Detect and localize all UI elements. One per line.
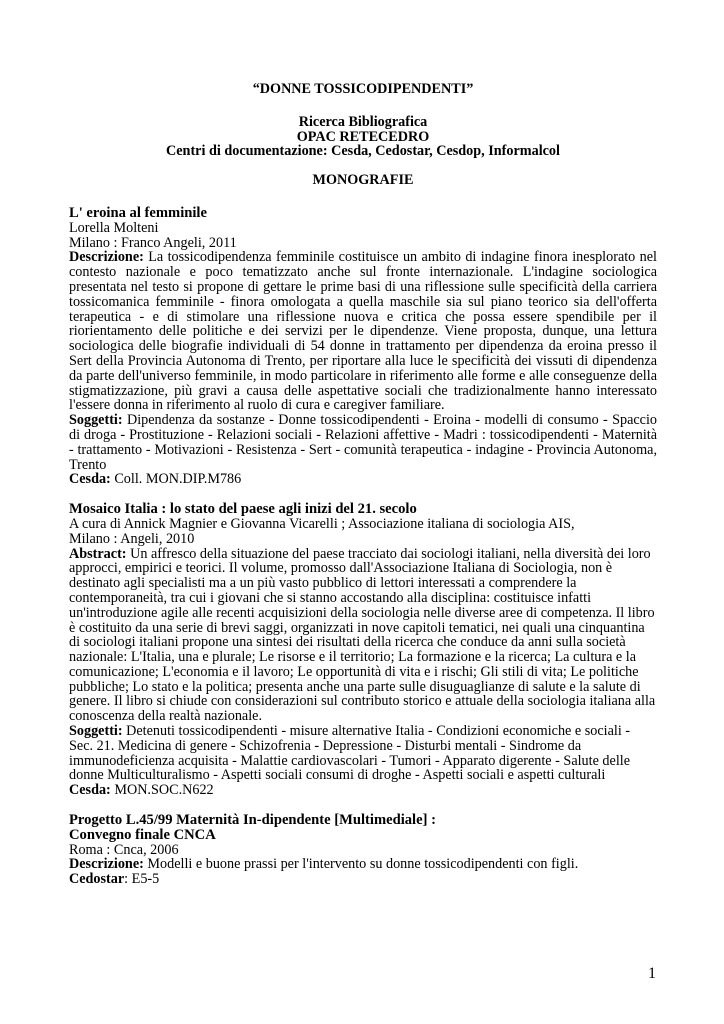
location-text: Coll. MON.DIP.M786: [110, 471, 242, 488]
document-title: “DONNE TOSSICODIPENDENTI”: [252, 81, 474, 97]
page-number: 1: [648, 965, 656, 982]
location-text: MON.SOC.N622: [110, 782, 214, 799]
bibliographic-entry: [69, 206, 657, 487]
section-heading: MONOGRAFIE: [312, 172, 414, 189]
entry-location: [69, 472, 657, 487]
bibliographic-entry: [69, 502, 657, 798]
entry-title-continued: Convegno finale CNCA: [69, 826, 216, 843]
entry-description: [69, 857, 657, 872]
location-label: Cesda:: [69, 471, 111, 488]
entry-author: A cura di Annick Magnier e Giovanna Vicarelli ; Associazione italiana di sociologia AIS,: [69, 515, 575, 532]
entry-publisher: Roma : Cnca, 2006: [69, 841, 179, 858]
entry-subjects: [69, 724, 657, 783]
entry-abstract: [69, 547, 657, 725]
entry-description: [69, 250, 657, 413]
abstract-label: Abstract:: [69, 545, 127, 562]
entry-title: Progetto L.45/99 Maternità In-dipendente [Multimediale] :: [69, 812, 436, 829]
entry-author: Lorella Molteni: [69, 219, 159, 236]
entry-location: [69, 783, 657, 798]
document-page: [69, 82, 657, 902]
document-header: [69, 115, 657, 159]
entry-location: [69, 872, 657, 887]
location-text: : E5-5: [124, 871, 160, 888]
subjects-text: Detenuti tossicodipendenti - misure alternative Italia - Condizioni economiche e sociali - Sec. 21. Medicina di genere - Schizofrenia - Depressione - Disturbi mentali - Sindrome da immunodeficienza acquisita - Malattie cardiovascolari - Tumori - Apparato digerente - Salute delle donne Multiculturalismo - Aspetti sociali consumi di droghe - Aspetti sociali e aspetti culturali: [69, 723, 631, 784]
header-line-research: Ricerca Bibliografica: [298, 113, 428, 130]
description-text: La tossicodipendenza femminile costituisce un ambito di indagine finora inesplorato nel contesto nazionale e poco tematizzato anche sul fronte internazionale. L'indagine sociologica presentata nel testo si propone di gettare le prime basi di una riflessione sulle specificità della carriera tossicomanica femminile - finora omologata a quella maschile sia sul piano teorico sia dell'offerta terapeutica - e di stimolare una riflessione nuova e critica che possa essere spendibile per il riorientamento delle politiche e dei servizi per le dipendenze. Viene proposta, dunque, una lettura sociologica delle biografie individuali di 54 donne in trattamento per dipendenza da eroina presso il Sert della Provincia Autonoma di Trento, per riportare alla luce le specificità dei vissuti di dipendenza da parte dell'universo femminile, in modo particolare in riferimento alle forme e alle conseguenze della stigmatizzazione, più gravi a causa delle aspettative sociali che tradizionalmente hanno interessato l'essere donna in riferimento al ruolo di cura e caregiver familiare.: [69, 249, 657, 414]
bibliographic-entry: [69, 813, 657, 887]
header-line-opac: OPAC RETECEDRO: [296, 128, 430, 145]
entry-publisher: Milano : Angeli, 2010: [69, 530, 195, 547]
description-text: Modelli e buone prassi per l'intervento su donne tossicodipendenti con figli.: [147, 856, 579, 873]
header-line-centers: Centri di documentazione: Cesda, Cedostar, Cesdop, Informalcol: [166, 143, 560, 160]
subjects-label: Soggetti:: [69, 412, 123, 429]
description-label: Descrizione:: [69, 856, 144, 873]
subjects-label: Soggetti:: [69, 723, 123, 740]
subjects-text: Dipendenza da sostanze - Donne tossicodipendenti - Eroina - modelli di consumo - Spaccio di droga - Prostituzione - Relazioni sociali - Relazioni affettive - Madri : tossicodipendenti - Maternità - trattamento - Motivazioni - Resistenza - Sert - comunità terapeutica - indagine - Provincia Autonoma, Trento: [69, 412, 657, 473]
entry-publisher: Milano : Franco Angeli, 2011: [69, 234, 237, 251]
abstract-text: Un affresco della situazione del paese tracciato dai sociologi italiani, nella diversità dei loro approcci, empirici e teorici. Il volume, promosso dall'Associazione Italiana di Sociologia, non è destinato agli specialisti ma a un più vasto pubblico di lettori interessati a comprendere la contemporaneità, tra cui i giovani che si stanno accostando alla disciplina: costituisce infatti un'introduzione agile alle recenti acquisizioni della sociologia nelle diverse aree di competenza. Il libro è costituito da una serie di brevi saggi, organizzati in nove capitoli tematici, nei quali una cinquantina di sociologi italiani propone una sintesi dei risultati della ricerca che conduce da anni sulla società nazionale: L'Italia, una e plurale; Le risorse e il territorio; La formazione e la ricerca; La cultura e la comunicazione; L'economia e il lavoro; Le opportunità di vita e i rischi; Gli stili di vita; Le politiche pubbliche; Lo stato e la politica; presenta anche una parte sulle disuguaglianze di salute e la salute di genere. Il libro si chiude con considerazioni sul contributo storico e attuale della sociologia italiana alla conoscenza della realtà nazionale.: [69, 545, 656, 725]
location-label: Cesda:: [69, 782, 111, 799]
entry-subjects: [69, 413, 657, 472]
location-label: Cedostar: [69, 871, 125, 888]
entry-title: L' eroina al femminile: [69, 204, 207, 221]
entry-title: Mosaico Italia : lo stato del paese agli inizi del 21. secolo: [69, 501, 417, 518]
description-label: Descrizione:: [69, 249, 144, 266]
